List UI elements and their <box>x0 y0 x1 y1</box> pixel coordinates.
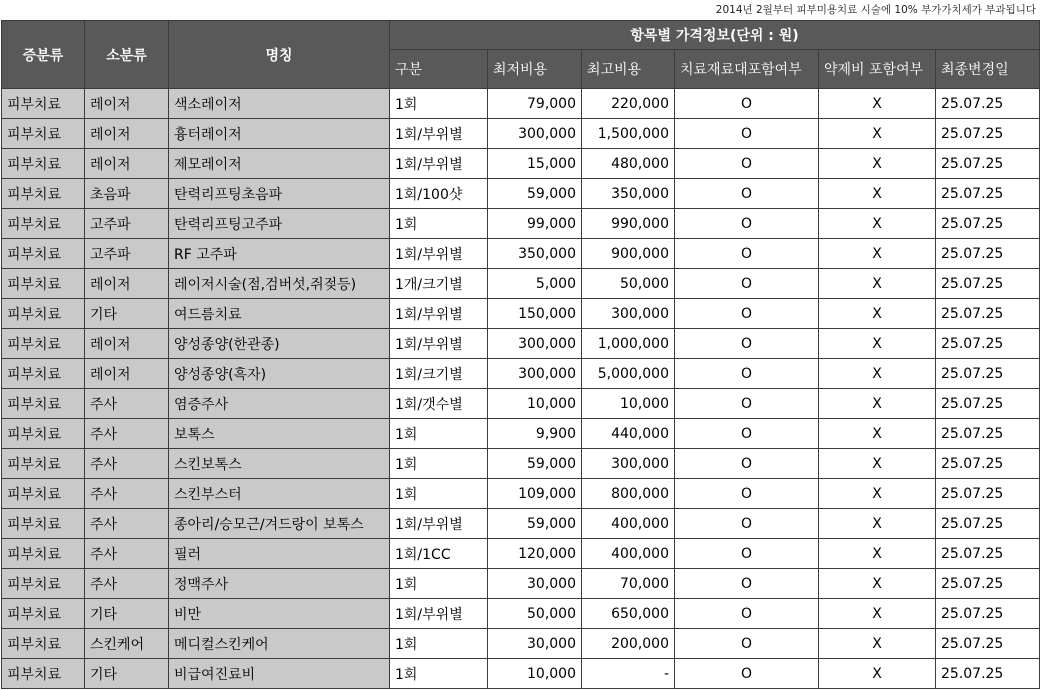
cell-drug-included: X <box>819 149 936 179</box>
table-row <box>2 599 1040 629</box>
cell-major: 피부치료 <box>2 359 85 389</box>
cell-drug-included: X <box>819 269 936 299</box>
cell-major: 피부치료 <box>2 269 85 299</box>
cell-major: 피부치료 <box>2 119 85 149</box>
cell-min-cost: 10,000 <box>488 659 582 689</box>
cell-major: 피부치료 <box>2 659 85 689</box>
cell-unit: 1회/1CC <box>390 539 488 569</box>
cell-name: 색소레이저 <box>169 89 390 119</box>
cell-unit: 1회/갯수별 <box>390 389 488 419</box>
cell-unit: 1회 <box>390 479 488 509</box>
cell-last-modified: 25.07.25 <box>936 89 1040 119</box>
cell-minor: 레이저 <box>85 89 169 119</box>
cell-name: 비급여진료비 <box>169 659 390 689</box>
cell-min-cost: 30,000 <box>488 569 582 599</box>
cell-last-modified: 25.07.25 <box>936 479 1040 509</box>
cell-max-cost: 5,000,000 <box>582 359 675 389</box>
cell-max-cost: 650,000 <box>582 599 675 629</box>
cell-drug-included: X <box>819 569 936 599</box>
col-header-material-included: 치료재료대포함여부 <box>675 50 819 89</box>
cell-major: 피부치료 <box>2 599 85 629</box>
cell-min-cost: 59,000 <box>488 509 582 539</box>
cell-unit: 1회/부위별 <box>390 329 488 359</box>
cell-minor: 주사 <box>85 419 169 449</box>
cell-unit: 1회/크기별 <box>390 359 488 389</box>
cell-drug-included: X <box>819 89 936 119</box>
cell-min-cost: 59,000 <box>488 179 582 209</box>
cell-last-modified: 25.07.25 <box>936 629 1040 659</box>
cell-max-cost: 220,000 <box>582 89 675 119</box>
table-row <box>2 479 1040 509</box>
cell-last-modified: 25.07.25 <box>936 359 1040 389</box>
cell-min-cost: 79,000 <box>488 89 582 119</box>
table-row <box>2 509 1040 539</box>
cell-max-cost: 400,000 <box>582 539 675 569</box>
cell-minor: 레이저 <box>85 269 169 299</box>
cell-material-included: O <box>675 659 819 689</box>
cell-material-included: O <box>675 119 819 149</box>
cell-name: 여드름치료 <box>169 299 390 329</box>
cell-last-modified: 25.07.25 <box>936 209 1040 239</box>
cell-last-modified: 25.07.25 <box>936 509 1040 539</box>
cell-major: 피부치료 <box>2 149 85 179</box>
cell-minor: 레이저 <box>85 329 169 359</box>
cell-unit: 1회/부위별 <box>390 299 488 329</box>
col-header-drug-included: 약제비 포함여부 <box>819 50 936 89</box>
cell-drug-included: X <box>819 629 936 659</box>
cell-name: 스킨부스터 <box>169 479 390 509</box>
cell-material-included: O <box>675 209 819 239</box>
cell-major: 피부치료 <box>2 509 85 539</box>
cell-min-cost: 120,000 <box>488 539 582 569</box>
cell-max-cost: 350,000 <box>582 179 675 209</box>
cell-min-cost: 150,000 <box>488 299 582 329</box>
cell-last-modified: 25.07.25 <box>936 599 1040 629</box>
price-table <box>1 20 1040 689</box>
col-header-name: 명칭 <box>169 21 390 89</box>
table-row <box>2 449 1040 479</box>
cell-max-cost: 300,000 <box>582 449 675 479</box>
cell-min-cost: 9,900 <box>488 419 582 449</box>
cell-minor: 주사 <box>85 509 169 539</box>
cell-max-cost: 10,000 <box>582 389 675 419</box>
cell-material-included: O <box>675 479 819 509</box>
cell-name: 비만 <box>169 599 390 629</box>
cell-material-included: O <box>675 449 819 479</box>
cell-max-cost: 1,000,000 <box>582 329 675 359</box>
cell-max-cost: 70,000 <box>582 569 675 599</box>
cell-drug-included: X <box>819 239 936 269</box>
table-row <box>2 269 1040 299</box>
col-header-major: 증분류 <box>2 21 85 89</box>
cell-minor: 고주파 <box>85 239 169 269</box>
cell-name: 레이저시술(점,검버섯,쥐젖등) <box>169 269 390 299</box>
cell-minor: 레이저 <box>85 149 169 179</box>
cell-name: 염증주사 <box>169 389 390 419</box>
cell-max-cost: 200,000 <box>582 629 675 659</box>
cell-major: 피부치료 <box>2 569 85 599</box>
cell-material-included: O <box>675 539 819 569</box>
col-header-min-cost: 최저비용 <box>488 50 582 89</box>
cell-last-modified: 25.07.25 <box>936 149 1040 179</box>
cell-major: 피부치료 <box>2 539 85 569</box>
table-row <box>2 359 1040 389</box>
cell-last-modified: 25.07.25 <box>936 659 1040 689</box>
cell-drug-included: X <box>819 299 936 329</box>
price-table-body <box>2 89 1040 689</box>
cell-name: 탄력리프팅고주파 <box>169 209 390 239</box>
cell-drug-included: X <box>819 509 936 539</box>
cell-drug-included: X <box>819 329 936 359</box>
cell-name: RF 고주파 <box>169 239 390 269</box>
cell-last-modified: 25.07.25 <box>936 269 1040 299</box>
cell-minor: 스킨케어 <box>85 629 169 659</box>
cell-major: 피부치료 <box>2 89 85 119</box>
cell-name: 제모레이저 <box>169 149 390 179</box>
cell-minor: 기타 <box>85 299 169 329</box>
cell-minor: 기타 <box>85 599 169 629</box>
cell-unit: 1회 <box>390 89 488 119</box>
cell-min-cost: 109,000 <box>488 479 582 509</box>
cell-last-modified: 25.07.25 <box>936 119 1040 149</box>
cell-material-included: O <box>675 89 819 119</box>
cell-min-cost: 350,000 <box>488 239 582 269</box>
cell-last-modified: 25.07.25 <box>936 179 1040 209</box>
table-row <box>2 659 1040 689</box>
cell-name: 탄력리프팅초음파 <box>169 179 390 209</box>
table-row <box>2 239 1040 269</box>
table-row <box>2 569 1040 599</box>
cell-minor: 초음파 <box>85 179 169 209</box>
cell-last-modified: 25.07.25 <box>936 539 1040 569</box>
cell-max-cost: 800,000 <box>582 479 675 509</box>
cell-min-cost: 300,000 <box>488 329 582 359</box>
cell-min-cost: 5,000 <box>488 269 582 299</box>
vat-notice: 2014년 2월부터 피부미용치료 시술에 10% 부가가치세가 부과됩니다 <box>715 4 1036 16</box>
cell-unit: 1회/100샷 <box>390 179 488 209</box>
cell-major: 피부치료 <box>2 479 85 509</box>
col-header-max-cost: 최고비용 <box>582 50 675 89</box>
cell-minor: 주사 <box>85 449 169 479</box>
cell-drug-included: X <box>819 659 936 689</box>
cell-minor: 주사 <box>85 479 169 509</box>
cell-min-cost: 99,000 <box>488 209 582 239</box>
cell-drug-included: X <box>819 119 936 149</box>
cell-unit: 1개/크기별 <box>390 269 488 299</box>
table-row <box>2 329 1040 359</box>
cell-major: 피부치료 <box>2 329 85 359</box>
cell-minor: 고주파 <box>85 209 169 239</box>
cell-material-included: O <box>675 629 819 659</box>
col-header-unit: 구분 <box>390 50 488 89</box>
cell-min-cost: 59,000 <box>488 449 582 479</box>
cell-drug-included: X <box>819 539 936 569</box>
cell-material-included: O <box>675 179 819 209</box>
cell-name: 흉터레이저 <box>169 119 390 149</box>
cell-material-included: O <box>675 509 819 539</box>
cell-unit: 1회/부위별 <box>390 149 488 179</box>
cell-minor: 주사 <box>85 569 169 599</box>
col-header-last-modified: 최종변경일 <box>936 50 1040 89</box>
cell-last-modified: 25.07.25 <box>936 569 1040 599</box>
cell-min-cost: 30,000 <box>488 629 582 659</box>
cell-last-modified: 25.07.25 <box>936 449 1040 479</box>
cell-major: 피부치료 <box>2 299 85 329</box>
cell-unit: 1회 <box>390 629 488 659</box>
cell-material-included: O <box>675 269 819 299</box>
cell-material-included: O <box>675 359 819 389</box>
col-header-price-group: 항목별 가격정보(단위 : 원) <box>390 21 1040 50</box>
cell-unit: 1회 <box>390 449 488 479</box>
cell-major: 피부치료 <box>2 389 85 419</box>
table-row <box>2 209 1040 239</box>
table-row <box>2 539 1040 569</box>
cell-unit: 1회/부위별 <box>390 599 488 629</box>
cell-material-included: O <box>675 389 819 419</box>
cell-material-included: O <box>675 569 819 599</box>
table-row <box>2 389 1040 419</box>
cell-minor: 주사 <box>85 539 169 569</box>
table-row <box>2 299 1040 329</box>
cell-major: 피부치료 <box>2 449 85 479</box>
cell-max-cost: 440,000 <box>582 419 675 449</box>
cell-max-cost: 480,000 <box>582 149 675 179</box>
cell-major: 피부치료 <box>2 179 85 209</box>
header-row-main <box>2 21 1040 50</box>
cell-max-cost: 50,000 <box>582 269 675 299</box>
cell-max-cost: - <box>582 659 675 689</box>
cell-material-included: O <box>675 419 819 449</box>
cell-material-included: O <box>675 599 819 629</box>
cell-unit: 1회/부위별 <box>390 509 488 539</box>
cell-unit: 1회 <box>390 659 488 689</box>
cell-unit: 1회 <box>390 209 488 239</box>
cell-material-included: O <box>675 149 819 179</box>
cell-name: 보톡스 <box>169 419 390 449</box>
cell-drug-included: X <box>819 209 936 239</box>
cell-unit: 1회 <box>390 569 488 599</box>
cell-drug-included: X <box>819 419 936 449</box>
cell-name: 양성종양(한관종) <box>169 329 390 359</box>
cell-drug-included: X <box>819 599 936 629</box>
cell-material-included: O <box>675 239 819 269</box>
cell-last-modified: 25.07.25 <box>936 239 1040 269</box>
table-row <box>2 419 1040 449</box>
col-header-minor: 소분류 <box>85 21 169 89</box>
cell-major: 피부치료 <box>2 239 85 269</box>
table-row <box>2 629 1040 659</box>
cell-major: 피부치료 <box>2 209 85 239</box>
cell-min-cost: 15,000 <box>488 149 582 179</box>
cell-minor: 레이저 <box>85 119 169 149</box>
cell-name: 종아리/승모근/겨드랑이 보톡스 <box>169 509 390 539</box>
table-row <box>2 89 1040 119</box>
cell-major: 피부치료 <box>2 629 85 659</box>
cell-last-modified: 25.07.25 <box>936 299 1040 329</box>
cell-min-cost: 50,000 <box>488 599 582 629</box>
cell-drug-included: X <box>819 389 936 419</box>
cell-minor: 기타 <box>85 659 169 689</box>
table-row <box>2 149 1040 179</box>
cell-name: 스킨보톡스 <box>169 449 390 479</box>
cell-name: 메디컬스킨케어 <box>169 629 390 659</box>
cell-last-modified: 25.07.25 <box>936 389 1040 419</box>
cell-max-cost: 1,500,000 <box>582 119 675 149</box>
cell-min-cost: 300,000 <box>488 359 582 389</box>
cell-max-cost: 900,000 <box>582 239 675 269</box>
cell-name: 정맥주사 <box>169 569 390 599</box>
cell-material-included: O <box>675 299 819 329</box>
cell-drug-included: X <box>819 359 936 389</box>
cell-max-cost: 990,000 <box>582 209 675 239</box>
cell-minor: 주사 <box>85 389 169 419</box>
table-row <box>2 179 1040 209</box>
cell-material-included: O <box>675 329 819 359</box>
cell-drug-included: X <box>819 479 936 509</box>
cell-last-modified: 25.07.25 <box>936 329 1040 359</box>
cell-max-cost: 300,000 <box>582 299 675 329</box>
cell-name: 필러 <box>169 539 390 569</box>
cell-max-cost: 400,000 <box>582 509 675 539</box>
cell-drug-included: X <box>819 179 936 209</box>
cell-unit: 1회/부위별 <box>390 119 488 149</box>
cell-minor: 레이저 <box>85 359 169 389</box>
cell-major: 피부치료 <box>2 419 85 449</box>
cell-name: 양성종양(흑자) <box>169 359 390 389</box>
cell-min-cost: 10,000 <box>488 389 582 419</box>
table-row <box>2 119 1040 149</box>
cell-unit: 1회 <box>390 419 488 449</box>
cell-last-modified: 25.07.25 <box>936 419 1040 449</box>
cell-drug-included: X <box>819 449 936 479</box>
cell-min-cost: 300,000 <box>488 119 582 149</box>
cell-unit: 1회/부위별 <box>390 239 488 269</box>
